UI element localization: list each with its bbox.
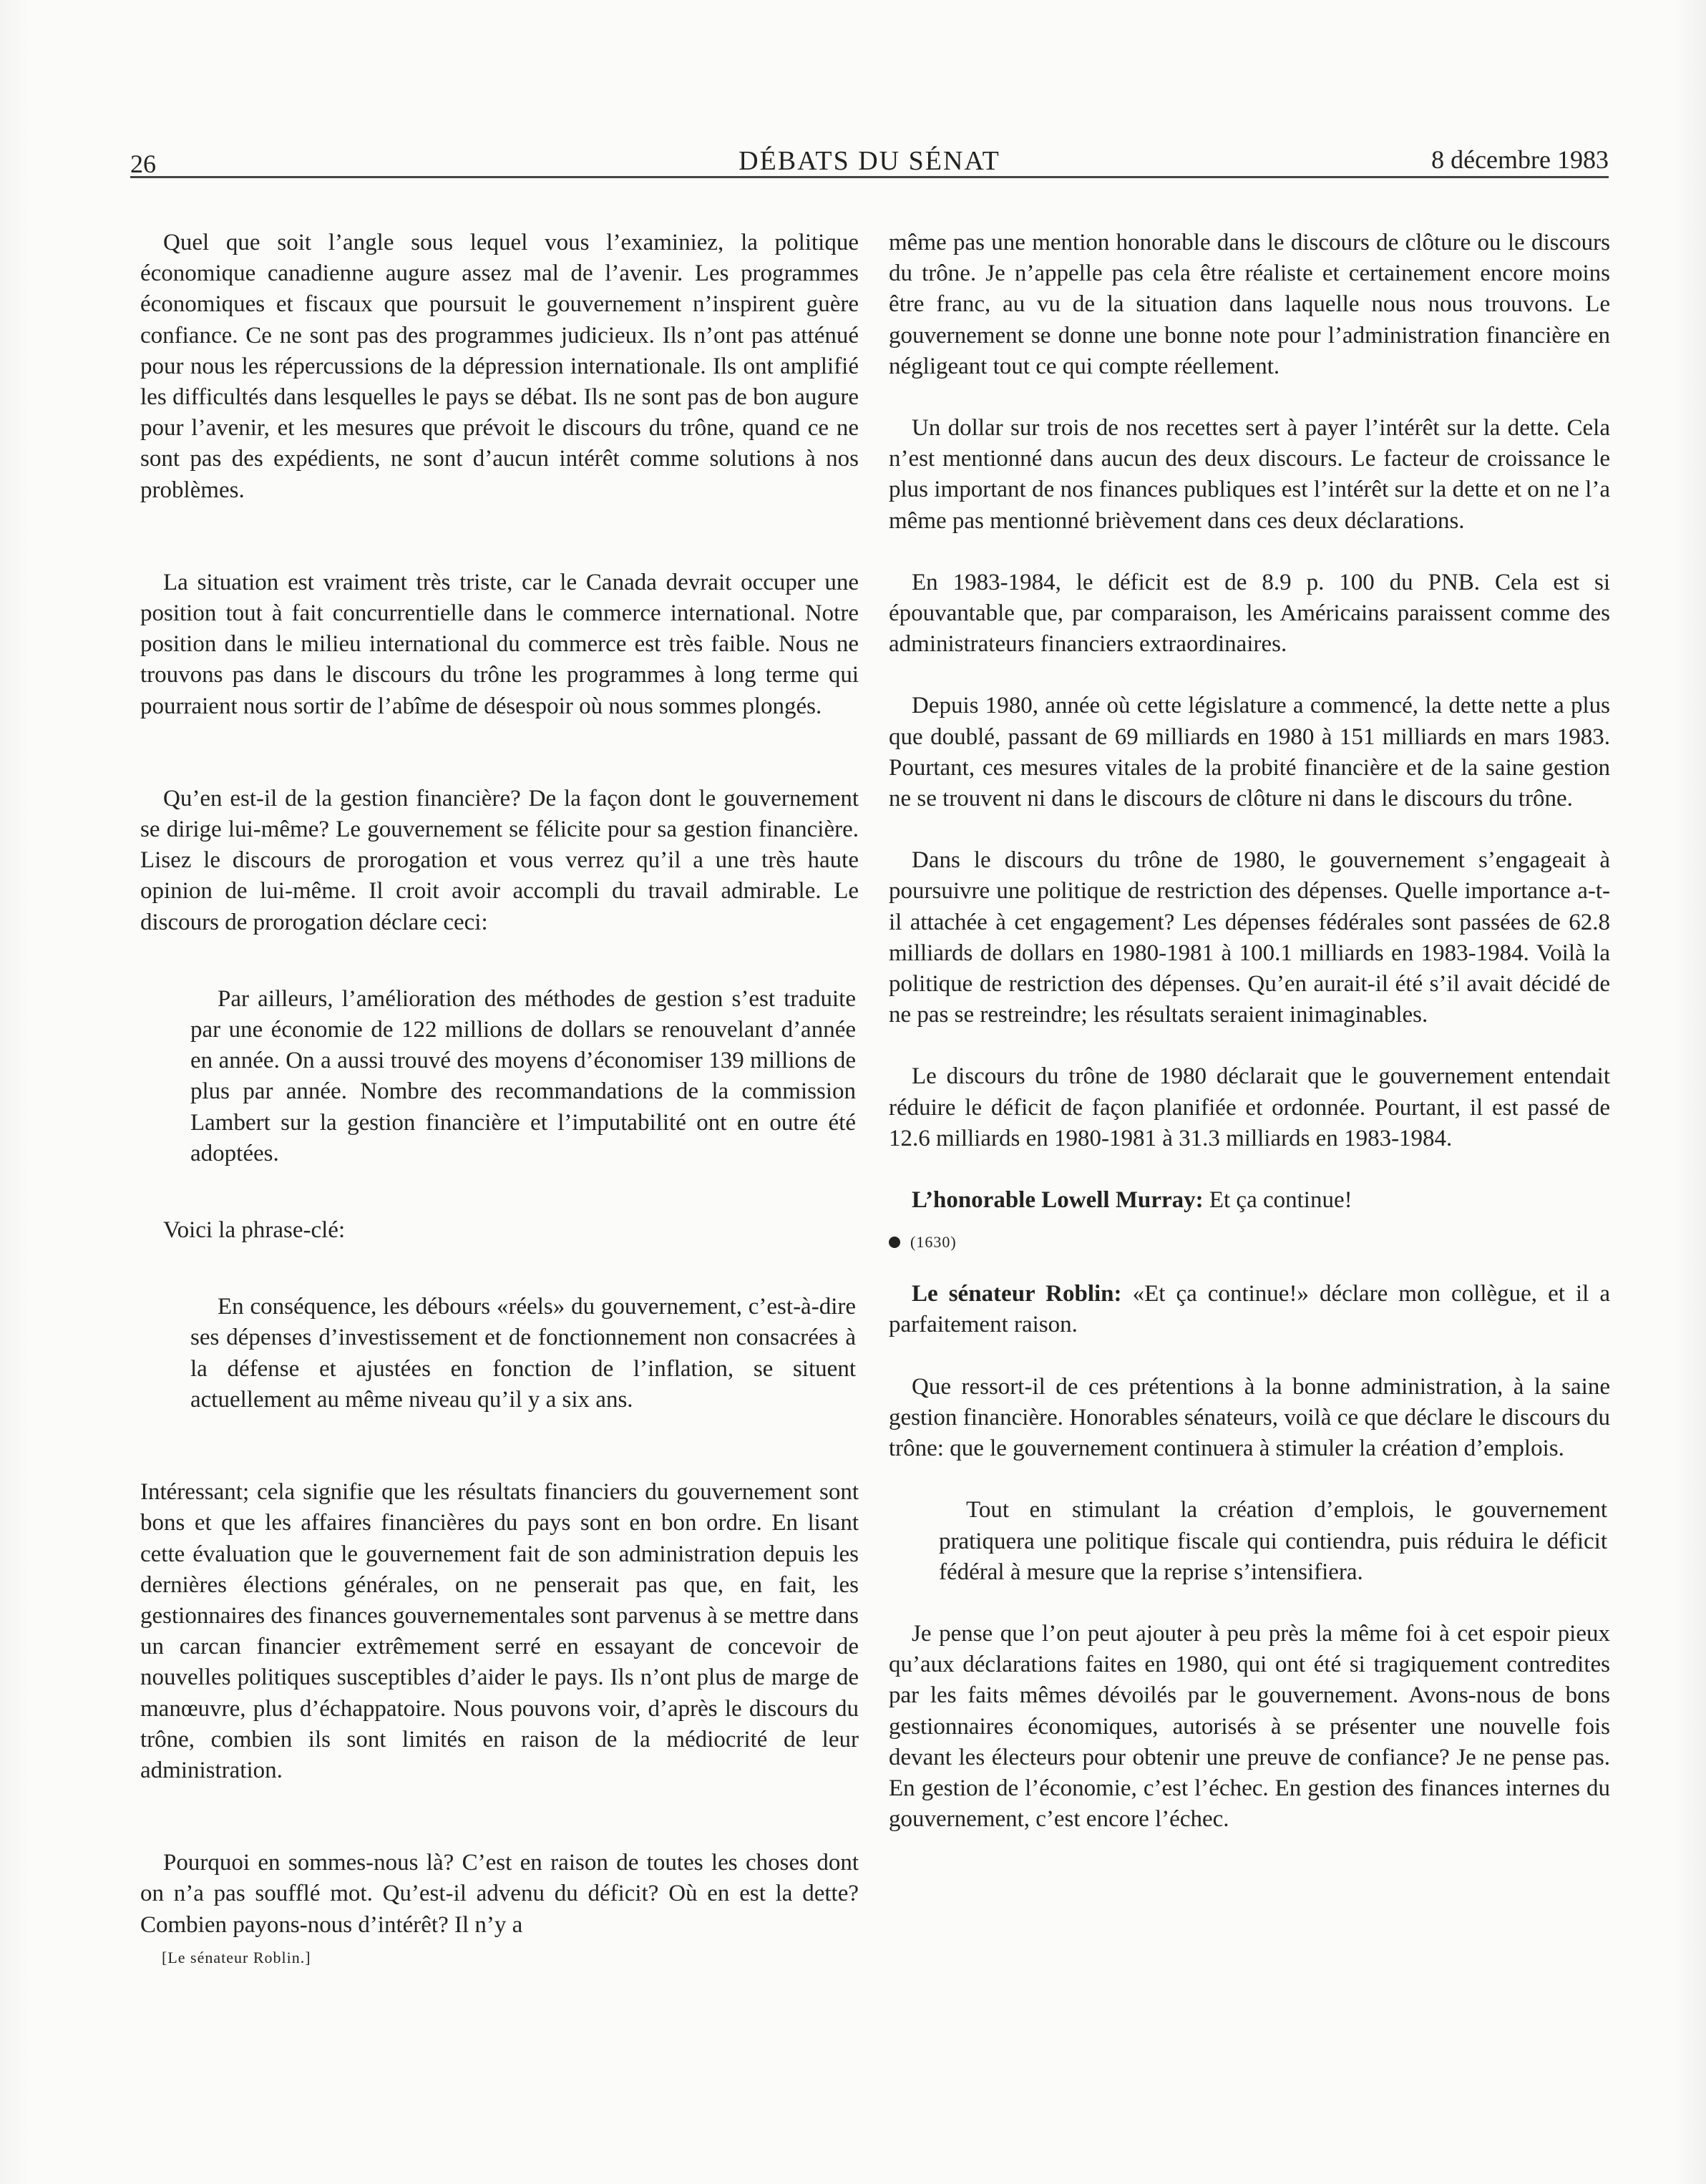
paragraph: Depuis 1980, année où cette législature a commencé, la dette nette a plus que doublé, passant de 69 milliards en 1980 à 151 milliards en mars 1983. Pourtant, ces mesures vitales de la probité financière et de la saine gestion ne se trouvent ni dans le discours de clôture ni dans le discours du trône. — [889, 693, 1610, 812]
page-number: 26 — [130, 150, 156, 178]
quote-text: Par ailleurs, l’amélioration des méthodes de gestion s’est traduite par une économie de 122 millions de dollars se renouvelant d’année en année. On a aussi trouvé des moyens d’économiser 139 millions de plus par année. Nombre des recommandations de la commission Lambert sur la gestion financière et l’imputabilité ont en outre été adoptées. — [190, 985, 856, 1166]
bullet-icon — [889, 1237, 900, 1248]
paragraph: Que ressort-il de ces prétentions à la bonne administration, à la saine gestion financière. Honorables sénateurs, voilà ce que déclare le discours du trône: que le gouvernement continuera à stimuler la création d’emplois. — [889, 1373, 1610, 1462]
paragraph: même pas une mention honorable dans le discours de clôture ou le discours du trône. Je n’appelle pas cela être réaliste et certainement encore moins être franc, au vu de la situation dans laquelle nous nous trouvons. Le gouvernement se donne une bonne note pour l’administration financière en négligeant tout ce qui compte réellement. — [889, 230, 1610, 379]
speech-text: Et ça continue! — [1209, 1187, 1352, 1214]
paragraph: En 1983-1984, le déficit est de 8.9 p. 100 du PNB. Cela est si épouvantable que, par comparaison, les Américains paraissent comme des administrateurs financiers extraordinaires. — [889, 569, 1610, 658]
block-quote — [889, 1495, 1610, 1588]
time-marker-text: (1630) — [910, 1233, 957, 1252]
paragraph: Intéressant; cela signifie que les résultats financiers du gouvernement sont bons et que les affaires financières du pays sont en bon ordre. En lisant cette évaluation que le gouvernement fait de son administration depuis les dernières élections générales, on ne penserait pas que, en fait, les gestionnaires des finances gouvernementales sont parvenus à se mettre dans un carcan financier extrêmement serré en essayant de concevoir de nouvelles politiques susceptibles d’aider le pays. Ils n’ont plus de marge de manœuvre, plus d’échappatoire. Nous pouvons voir, d’après le discours du trône, combien ils sont limités en raison de la médiocrité de leur administration. — [140, 1479, 859, 1783]
paragraph: Voici la phrase-clé: — [163, 1217, 346, 1244]
paragraph: Dans le discours du trône de 1980, le gouvernement s’engageait à poursuivre une politique de restriction des dépenses. Quelle importance a-t-il attachée à cet engagement? Les dépenses fédérales sont passées de 62.8 milliards de dollars en 1980-1981 à 100.1 milliards en 1983-1984. Voilà la politique de restriction des dépenses. Qu’en aurait-il été s’il avait décidé de ne pas se restreindre; les résultats seraient inimaginables. — [889, 847, 1610, 1028]
speech-text: «Et ça continue!» déclare mon collègue, et il a parfaitement raison. — [889, 1281, 1611, 1338]
paragraph: Un dollar sur trois de nos recettes sert à payer l’intérêt sur la dette. Cela n’est mentionné dans aucun des deux discours. Le facteur de croissance le plus important de nos finances publiques est l’intérêt sur la dette et on ne l’a même pas mentionné brièvement dans ces deux déclarations. — [889, 415, 1610, 534]
time-marker — [889, 1232, 1610, 1253]
issue-date: 8 décembre 1983 — [1431, 145, 1609, 174]
speaker-name: L’honorable Lowell Murray: — [912, 1187, 1204, 1214]
publication-title: DÉBATS DU SÉNAT — [739, 146, 1000, 176]
left-column — [140, 228, 859, 1968]
speaker-paragraph — [889, 1279, 1610, 1340]
paragraph: Le discours du trône de 1980 déclarait que le gouvernement entendait réduire le déficit de façon planifiée et ordonnée. Pourtant, il est passé de 12.6 milliards en 1980-1981 à 31.3 milliards en 1983-1984. — [889, 1063, 1610, 1151]
speaker-paragraph — [889, 1185, 1610, 1216]
paragraph: Quel que soit l’angle sous lequel vous l’examiniez, la politique économique canadienne augure assez mal de l’avenir. Les programmes économiques et fiscaux que poursuit le gouvernement n’inspirent guère confiance. Ce ne sont pas des programmes judicieux. Ils n’ont pas atténué pour nous les répercussions de la dépression internationale. Ils ont amplifié les difficultés dans lesquelles le pays se débat. Ils ne sont pas de bon augure pour l’avenir, et les mesures que prévoit le discours du trône, quand ce ne sont pas des expédients, ne sont d’aucun intérêt comme solutions à nos problèmes. — [140, 230, 859, 503]
speaker-name: Le sénateur Roblin: — [912, 1281, 1122, 1307]
quote-text: Tout en stimulant la création d’emplois, le gouvernement pratiquera une politique fiscale qui contiendra, puis réduira le déficit fédéral à mesure que la reprise s’intensifiera. — [939, 1497, 1607, 1585]
running-header — [130, 143, 1609, 178]
paragraph: Je pense que l’on peut ajouter à peu près la même foi à cet espoir pieux qu’aux déclarations faites en 1980, qui ont été si tragiquement contredites par les faits mêmes dévoilés par le gouvernement. Avons-nous de bons gestionnaires économiques, autorisés à se présenter une nouvelle fois devant les électeurs pour obtenir une preuve de confiance? Je ne pense pas. En gestion de l’économie, c’est l’échec. En gestion des finances internes du gouvernement, c’est encore l’échec. — [889, 1620, 1610, 1833]
paragraph: Pourquoi en sommes-nous là? C’est en raison de toutes les choses dont on n’a pas soufflé mot. Qu’est-il advenu du déficit? Où en est la dette? Combien payons-nous d’intérêt? Il n’y a — [140, 1850, 859, 1938]
block-quote — [140, 984, 859, 1169]
right-column — [889, 228, 1610, 1835]
speaker-footer-tag: [Le sénateur Roblin.] — [162, 1948, 311, 1966]
block-quote — [140, 1292, 859, 1415]
paragraph: Qu’en est-il de la gestion financière? De la façon dont le gouvernement se dirige lui-même? Le gouvernement se félicite pour sa gestion financière. Lisez le discours de prorogation et vous verrez qu’il a une très haute opinion de lui-même. Il croit avoir accompli du travail admirable. Le discours de prorogation déclare ceci: — [140, 785, 859, 935]
paragraph: La situation est vraiment très triste, car le Canada devrait occuper une position tout à fait concurrentielle dans le commerce international. Notre position dans le milieu international du commerce est très faible. Nous ne trouvons pas dans le discours du trône les programmes à long terme qui pourraient nous sortir de l’abîme de désespoir où nous sommes plongés. — [140, 569, 859, 719]
quote-text: En conséquence, les débours «réels» du gouvernement, c’est-à-dire ses dépenses d’investissement et de fonctionnement non consacrées à la défense et ajustées en fonction de l’inflation, se situent actuellement au même niveau qu’il y a six ans. — [190, 1294, 856, 1413]
